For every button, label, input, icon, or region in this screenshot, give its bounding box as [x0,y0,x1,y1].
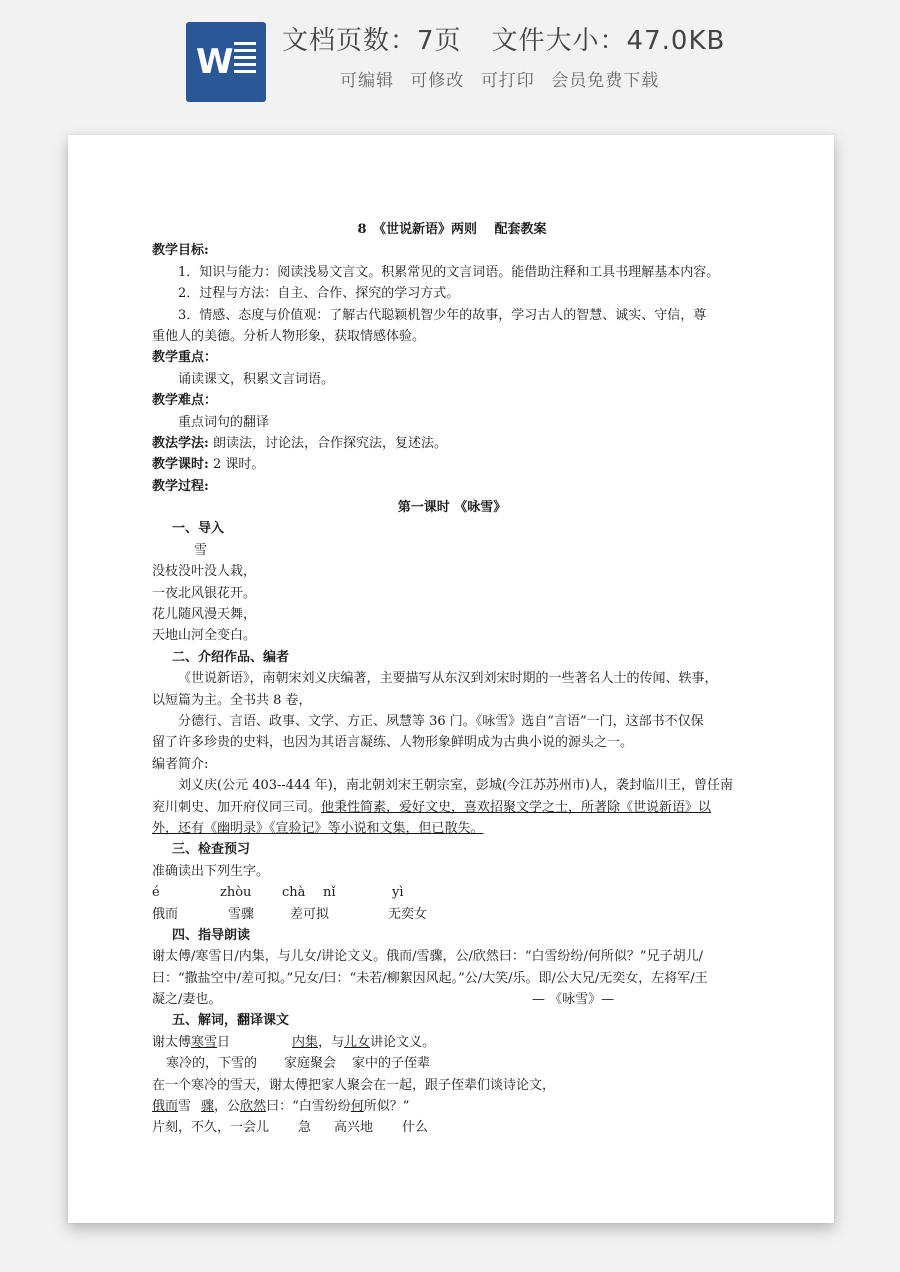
vocab-word: 无奕女 [388,906,428,922]
intro-para-1-cont: 以短篇为主。全书共 8 卷， [152,692,312,708]
text-word: 谢太傅 [152,1034,192,1050]
feature-modifiable: 可修改 [410,71,465,91]
section-1-heading: 一、导入 [172,521,225,537]
file-info [282,20,882,57]
gloss: 急 [298,1120,312,1136]
author-heading: 编者简介: [152,756,209,772]
text-word: ，公 [214,1099,241,1115]
author-underlined-cont: 外，还有《幽明录》《宣验记》等小说和文集，但已散失。 [152,820,484,836]
section-4-heading: 四、指导朗读 [172,927,251,943]
text-word-underlined: 寒雪 [191,1034,218,1050]
reading-line-1: 谢太傅/寒雪日/内集，与儿女/讲论文义。俄而/雪骤，公/欣然曰：“白雪纷纷/何所似？”兄子胡儿/ [152,949,703,965]
vocab-word: 俄而 [152,906,179,922]
focus-text: 诵读课文，积累文言词语。 [178,371,335,387]
pinyin: yì [392,885,404,901]
document-body [152,219,752,1139]
process-heading: 教学过程: [152,478,209,494]
text-word-underlined: 何 [350,1099,364,1115]
author-para-cont: 兖川刺史、加开府仪同三司。 [152,799,322,815]
gloss-row-3 [152,1117,752,1138]
author-underlined: 他秉性简素，爱好文史，喜欢招聚文学之士，所著除《世说新语》以 [321,799,712,815]
feature-member-download: 会员免费下载 [551,71,660,91]
lesson-title: 第一课时 《咏雪》 [397,500,507,516]
gloss-row-1 [152,1053,752,1074]
section-3-note: 准确读出下列生字。 [152,863,270,879]
poem-line: 天地山河全变白。 [152,628,257,644]
gloss: 家中的子侄辈 [352,1056,431,1072]
text-word: 所似？” [363,1099,410,1115]
section-2-heading: 二、介绍作品、编者 [172,649,290,665]
goals-heading: 教学目标: [152,243,209,259]
difficulty-heading: 教学难点： [152,393,218,409]
poem-line: 一夜北风银花开。 [152,585,257,601]
word-row [152,904,752,925]
reading-source: — 《咏雪》— [532,992,615,1008]
text-word-underlined: 欣然 [240,1099,267,1115]
file-size: 文件大小：47.0KB [491,26,726,56]
poem-title: 雪 [194,542,208,558]
goal-2: 2．过程与方法：自主、合作、探究的学习方式。 [178,286,460,302]
text-word-underlined: 内集 [292,1034,319,1050]
pinyin-row [152,882,752,903]
word-doc-icon [186,22,266,102]
focus-heading: 教学重点： [152,350,218,366]
gloss: 高兴地 [334,1120,374,1136]
pinyin: é [152,885,160,901]
poem-line: 花儿随风漫天舞， [152,607,257,623]
text-word: 讲论文义。 [370,1034,436,1050]
text-word: 曰：“白雪纷纷 [266,1099,351,1115]
doc-title: 8 《世说新语》两则 配套教案 [357,222,547,237]
hours-text: 2 课时。 [208,457,265,473]
text-word-underlined: 俄而 [152,1099,179,1115]
translation-line: 在一个寒冷的雪天，谢太傅把家人聚会在一起，跟子侄辈们谈诗论文， [152,1077,556,1093]
pinyin: chà [282,885,306,901]
text-word: 雪 [178,1099,192,1115]
gloss: 寒冷的，下雪的 [166,1056,258,1072]
document-page [68,135,834,1223]
word-logo-lines [234,42,256,82]
page-count: 文档页数：7页 [282,26,462,56]
poem-line: 没枝没叶没人栽， [152,564,257,580]
vocab-word: 雪骤 [228,906,255,922]
word-logo-letter: W [196,42,234,82]
feature-list [340,66,840,91]
gloss: 什么 [402,1120,429,1136]
gloss: 家庭聚会 [284,1056,337,1072]
goal-3: 3．情感、态度与价值观：了解古代聪颖机智少年的故事，学习古人的智慧、诚实、守信，尊 [178,307,707,323]
method-heading: 教法学法: [152,435,209,451]
intro-para-1: 《世说新语》，南朝宋刘义庆编著，主要描写从东汉到刘宋时期的一些著名人士的传闻、轶事， [178,671,718,687]
section-3-heading: 三、检查预习 [172,842,251,858]
goal-1: 1．知识与能力：阅读浅易文言文。积累常见的文言词语。能借助注释和工具书理解基本内容。 [178,264,720,280]
author-para: 刘义庆(公元 403--444 年)，南北朝刘宋王朝宗室，彭城(今江苏苏州市)人，袭封临川王，曾任南 [178,778,733,794]
download-banner [0,0,900,120]
method-text: 朗读法，讨论法，合作探究法，复述法。 [208,435,447,451]
feature-editable: 可编辑 [340,71,394,91]
section-5-heading: 五、解词，翻译课文 [172,1013,290,1029]
text-word: 日 [217,1034,231,1050]
text-word: ，与 [318,1034,345,1050]
hours-heading: 教学课时: [152,457,209,473]
pinyin: nǐ [323,885,336,901]
reading-line-3: 凝之/妻也。 [152,992,222,1008]
intro-para-2-cont: 留了许多珍贵的史料，也因为其语言凝练、人物形象鲜明成为古典小说的源头之一。 [152,735,634,751]
difficulty-text: 重点词句的翻译 [178,414,270,430]
text-word-underlined: 骤 [201,1099,215,1115]
feature-printable: 可打印 [480,71,535,91]
reading-line-2: 曰：“撒盐空中/差可拟。”兄女/曰：“未若/柳絮因风起。”公/大笑/乐。即/公大兄/无奕女，左将军/王 [152,970,708,986]
pinyin: zhòu [220,885,252,901]
vocab-word: 差可拟 [290,906,330,922]
goal-3-cont: 重他人的美德。分析人物形象，获取情感体验。 [152,328,426,344]
text-word-underlined: 儿女 [344,1034,371,1050]
intro-para-2: 分德行、言语、政事、文学、方正、夙慧等 36 门。《咏雪》选自“言语”一门，这部书不仅保 [178,713,704,729]
gloss: 片刻，不久，一会儿 [152,1120,270,1136]
